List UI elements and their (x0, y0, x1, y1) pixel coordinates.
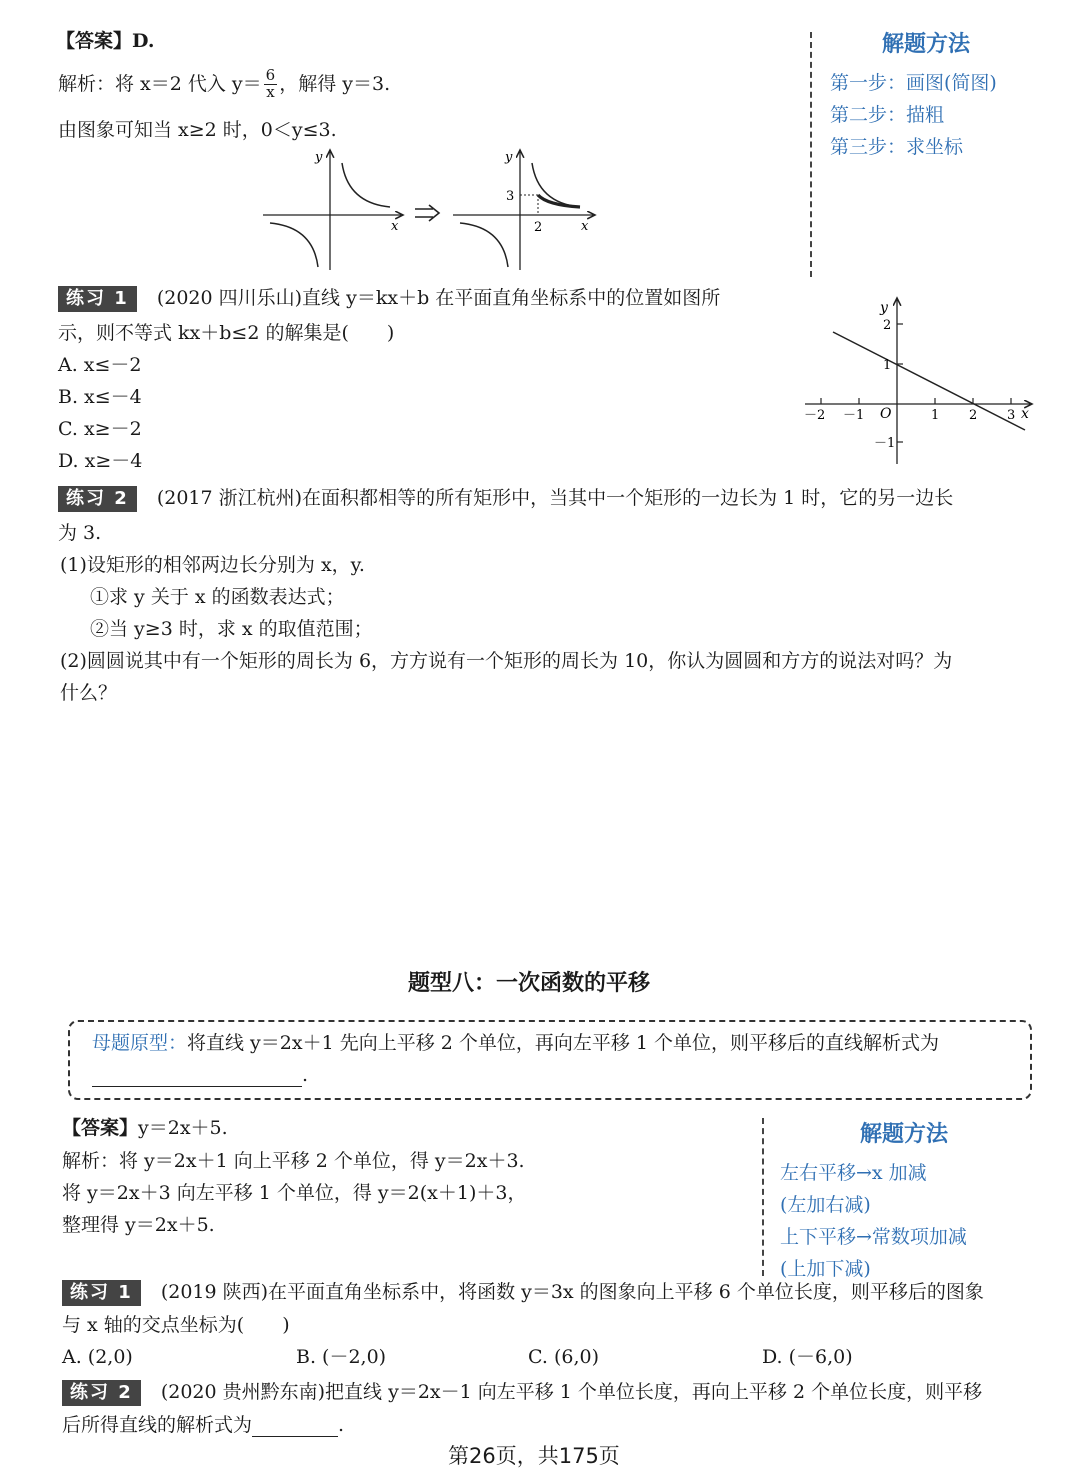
section8-analysis-2: 将 y＝2x＋3 向左平移 1 个单位，得 y＝2(x＋1)＋3， (62, 1182, 527, 1204)
graph2-three-label: 3 (506, 189, 515, 204)
method-item-4: (上加下减) (780, 1258, 871, 1280)
method-item-2: (左加右减) (780, 1194, 871, 1216)
x-label: x (1021, 406, 1029, 422)
option-c: C. x≥－2 (58, 418, 142, 440)
exercise-tag: 练习 1 (62, 1280, 141, 1306)
graph2-curve-right (532, 163, 580, 207)
fraction-numerator: 6 (265, 66, 276, 84)
graph2-two-label: 2 (534, 220, 543, 235)
exercise-tag: 练习 2 (58, 486, 137, 512)
section8-analysis-3: 整理得 y＝2x＋5. (62, 1214, 215, 1236)
exercise-3-line-2: 与 x 轴的交点坐标为( ) (62, 1314, 290, 1336)
graph2-x-label: x (581, 219, 589, 234)
section8-answer-line (62, 1117, 228, 1140)
analysis-line-2: 由图象可知当 x≥2 时，0＜y≤3. (58, 119, 337, 141)
answer-label: 【答案】 (56, 30, 133, 52)
exercise-4-end: . (338, 1414, 345, 1436)
prototype-end: . (302, 1064, 309, 1086)
x-tick-label-3: 3 (1007, 408, 1016, 423)
option-c: C. (6,0) (528, 1346, 599, 1368)
method-item-1: 左右平移→x 加减 (780, 1162, 927, 1184)
graph1-y-label: y (315, 150, 323, 165)
option-a: A. (2,0) (62, 1346, 133, 1368)
exercise-4-line-1 (62, 1380, 982, 1406)
method-step-3: 第三步：求坐标 (830, 136, 964, 158)
analysis-suffix: ，解得 y＝3. (279, 72, 391, 95)
fraction (264, 68, 278, 101)
double-arrow-icon (415, 205, 439, 221)
exercise-4-text-2: 后所得直线的解析式为 (62, 1414, 253, 1436)
option-a: A. x≤－2 (58, 354, 142, 376)
answer-value: D. (132, 30, 155, 52)
y-tick-label-2: 2 (883, 318, 892, 333)
method-step-2: 第二步：描粗 (830, 104, 945, 126)
method-step-1: 第一步：画图(简图) (830, 72, 997, 94)
graph2-y-label: y (505, 150, 513, 165)
exercise-tag: 练习 2 (62, 1380, 141, 1406)
analysis-prefix: 解析：将 x＝2 代入 y＝ (58, 72, 262, 95)
x-tick-label-1: 1 (931, 408, 940, 423)
graph2-curve-left (460, 223, 508, 267)
exercise-2-line-2: 为 3. (58, 522, 102, 544)
option-b: B. x≤－4 (58, 386, 142, 408)
x-tick-label-2: 2 (969, 408, 978, 423)
section8-answer-label: 【答案】 (62, 1117, 139, 1139)
method-title: 解题方法 (882, 32, 971, 57)
method-item-3: 上下平移→常数项加减 (780, 1226, 967, 1248)
hyperbola-graphs (255, 145, 605, 275)
y-tick-label-1: 1 (883, 358, 892, 373)
x-tick-label-neg1: －1 (843, 408, 865, 423)
exercise-3-line-1 (62, 1280, 984, 1306)
exercise-4-line-2 (62, 1414, 344, 1437)
exercise-2-q1a: ①求 y 关于 x 的函数表达式； (90, 586, 345, 608)
exercise-tag: 练习 1 (58, 286, 137, 312)
x-tick-label-neg2: －2 (804, 408, 826, 423)
section8-analysis-1: 解析：将 y＝2x＋1 向上平移 2 个单位，得 y＝2x＋3. (62, 1150, 525, 1172)
exercise-3-text: (2019 陕西)在平面直角坐标系中，将函数 y＝3x 的图象向上平移 6 个单位长度，则平移后的图象 (160, 1281, 984, 1303)
answer-line (56, 30, 154, 53)
divider-dashed (810, 32, 812, 277)
graph1-curve-right (342, 163, 390, 207)
graph1-curve-left (270, 223, 318, 267)
prototype-text: 将直线 y＝2x＋1 先向上平移 2 个单位，再向左平移 1 个单位，则平移后的直线解析式为 (187, 1032, 940, 1054)
method-title-2: 解题方法 (860, 1122, 949, 1147)
graph1-x-label: x (391, 219, 399, 234)
exercise-1-line-1 (58, 286, 720, 312)
y-label: y (880, 300, 888, 316)
exercise-1-text: (2020 四川乐山)直线 y＝kx＋b 在平面直角坐标系中的位置如图所 (156, 287, 721, 309)
exercise-2-q2-line-1: (2)圆圆说其中有一个矩形的周长为 6，方方说有一个矩形的周长为 10，你认为圆圆和方方的说法对吗？为 (60, 650, 953, 672)
exercise-4-text: (2020 贵州黔东南)把直线 y＝2x－1 向左平移 1 个单位长度，再向上平移 2 个单位长度，则平移 (160, 1381, 983, 1403)
exercise-2-q1b: ②当 y≥3 时，求 x 的取值范围； (90, 618, 373, 640)
exercise-2-text: (2017 浙江杭州)在面积都相等的所有矩形中，当其中一个矩形的一边长为 1 时，它的另一边长 (156, 487, 954, 509)
prototype-line-1 (92, 1032, 939, 1055)
exercise-2-q2-line-2: 什么？ (60, 682, 118, 704)
option-d: D. (－6,0) (762, 1346, 853, 1368)
option-d: D. x≥－4 (58, 450, 143, 472)
fraction-denominator: x (266, 82, 275, 101)
exercise-2-line-1 (58, 486, 953, 512)
section8-answer-value: y＝2x＋5. (138, 1117, 228, 1139)
analysis-line (58, 68, 390, 101)
option-b: B. (－2,0) (296, 1346, 387, 1368)
exercise-2-q1: (1)设矩形的相邻两边长分别为 x，y. (60, 554, 365, 576)
prototype-line-2 (92, 1064, 308, 1087)
origin-label: O (880, 406, 892, 422)
answer-blank (252, 1418, 338, 1437)
line-graph (800, 292, 1040, 470)
exercise-1-line-2: 示，则不等式 kx＋b≤2 的解集是( ) (58, 322, 395, 344)
y-tick-label-neg1: －1 (874, 436, 896, 451)
page-number: 第26页，共175页 (448, 1444, 620, 1468)
prototype-label: 母题原型： (92, 1032, 188, 1054)
divider-dashed-2 (762, 1118, 764, 1276)
section-title: 题型八：一次函数的平移 (408, 971, 651, 996)
answer-blank (92, 1068, 302, 1087)
